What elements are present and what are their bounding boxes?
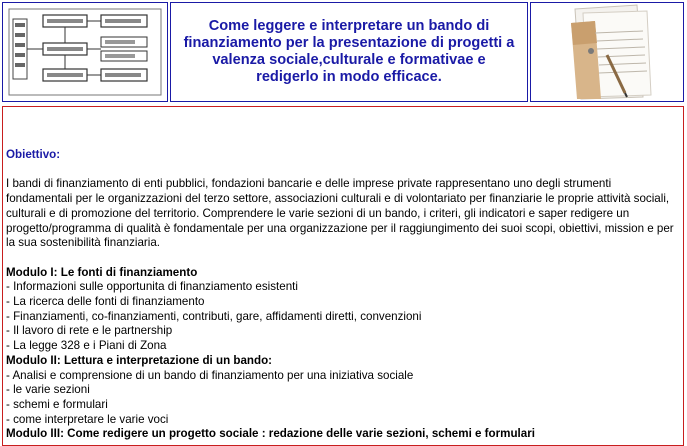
- module-title: Modulo III: Come redigere un progetto sociale : redazione delle varie sezioni, schemi e formulari: [6, 427, 535, 441]
- header-title-cell: [170, 2, 528, 102]
- content-body: [6, 148, 676, 442]
- list-item: - schemi e formulari: [6, 397, 108, 411]
- header-left-cell: [2, 2, 168, 102]
- list-item: - La ricerca delle fonti di finanziamento: [6, 295, 205, 308]
- flowchart-diagram-image: [3, 3, 167, 101]
- list-item: - le varie sezioni: [6, 383, 90, 397]
- module-2: [6, 354, 676, 428]
- module-1: [6, 266, 676, 354]
- list-item: - Il lavoro di rete e le partnership: [6, 324, 173, 338]
- header-row: [2, 2, 684, 104]
- module-items: [6, 369, 676, 428]
- content-panel: [2, 106, 684, 446]
- module-title: Modulo I: Le fonti di finanziamento: [6, 265, 198, 279]
- list-item: - Analisi e comprensione di un bando di finanziamento per una iniziativa sociale: [6, 368, 414, 382]
- documents-and-pen-photo: [531, 3, 683, 101]
- objective-heading: Obiettivo:: [6, 148, 61, 161]
- list-item: - Finanziamenti, co-finanziamenti, contributi, gare, affidamenti diretti, convenzioni: [6, 309, 422, 323]
- list-item: - La legge 328 e i Piani di Zona: [6, 339, 167, 353]
- list-item: - come interpretare le varie voci: [6, 412, 169, 426]
- module-3: [6, 427, 676, 442]
- header-right-cell: [530, 2, 684, 102]
- module-title: Modulo II: Lettura e interpretazione di un bando:: [6, 353, 273, 367]
- page-title: Come leggere e interpretare un bando di finanziamento per la presentazione di progetti a valenza sociale,culturale e formativae e redigerlo in modo efficace.: [183, 18, 515, 85]
- module-items: [6, 280, 676, 354]
- list-item: - Informazioni sulle opportunita di finanziamento esistenti: [6, 280, 298, 294]
- intro-paragraph: I bandi di finanziamento di enti pubblici, fondazioni bancarie e delle imprese private rappresentano uno degli strumenti fondamentali per le organizzazioni del terzo settore, associazioni culturali e di volontariato per finanziarie le proprie attività sociali, culturali e di promozione del territorio. Comprendere le varie sezioni di un bando, i criteri, gli indicatori e saper redigere un progetto/programma di qualità è fondamentale per una organizzazione per il raggiungimento dei suoi scopi, obiettivi, mission e per la sua sostenibilità finanziaria.: [6, 177, 674, 250]
